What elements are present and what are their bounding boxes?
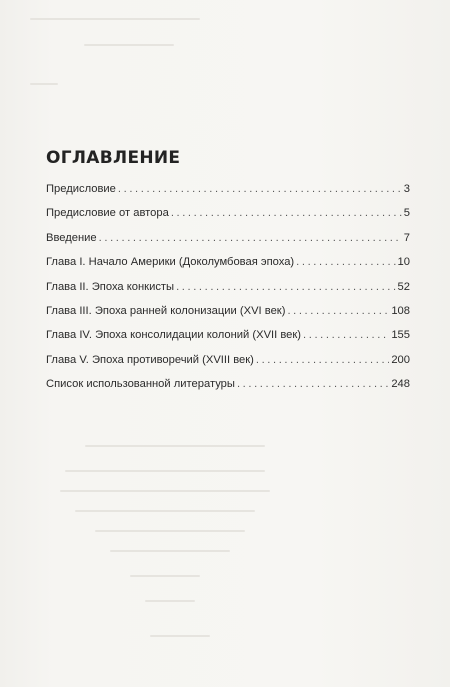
toc-entry-label: Введение [46, 231, 97, 244]
show-through-line [60, 490, 270, 492]
dot-leader [171, 207, 402, 219]
show-through-line [65, 470, 265, 472]
toc-entry-page-number: 108 [391, 304, 410, 317]
toc-entry [46, 378, 410, 402]
show-through-line [95, 530, 245, 532]
toc-entry [46, 281, 410, 305]
dot-leader [176, 281, 395, 293]
toc-entry-label: Глава I. Начало Америки (Доколумбовая эпоха) [46, 256, 295, 269]
dot-leader [237, 378, 389, 390]
toc-entry [46, 354, 410, 378]
toc-entry-page-number: 7 [403, 231, 410, 244]
toc-entry [46, 329, 410, 353]
toc-title: ОГЛАВЛЕНИЕ [46, 148, 181, 168]
toc-list [46, 183, 410, 403]
dot-leader [99, 232, 402, 244]
toc-entry-page-number: 155 [391, 329, 410, 342]
show-through-line [85, 445, 265, 447]
toc-entry [46, 232, 410, 256]
dot-leader [303, 329, 389, 341]
dot-leader [256, 354, 389, 366]
show-through-line [84, 44, 174, 46]
toc-entry [46, 256, 410, 280]
toc-entry-label: Глава III. Эпоха ранней колонизации (XVI век) [46, 304, 286, 317]
toc-entry-page-number: 248 [391, 378, 410, 391]
show-through-line [150, 635, 210, 637]
show-through-line [30, 83, 58, 85]
toc-entry-label: Список использованной литературы [46, 378, 235, 391]
toc-entry-page-number: 10 [397, 256, 410, 269]
show-through-line [145, 600, 195, 602]
show-through-line [110, 550, 230, 552]
toc-entry [46, 207, 410, 231]
dot-leader [296, 256, 395, 268]
toc-entry [46, 305, 410, 329]
dot-leader [287, 305, 389, 317]
dot-leader [118, 183, 402, 195]
toc-entry-page-number: 3 [403, 183, 410, 195]
toc-entry-label: Глава V. Эпоха противоречий (XVIII век) [46, 353, 254, 366]
toc-entry-page-number: 200 [391, 353, 410, 366]
show-through-line [130, 575, 200, 577]
show-through-line [75, 510, 255, 512]
toc-entry-page-number: 5 [403, 207, 410, 220]
toc-entry-label: Глава IV. Эпоха консолидации колоний (XVII век) [46, 329, 302, 342]
toc-entry-label: Глава II. Эпоха конкисты [46, 280, 175, 293]
toc-entry-label: Предисловие [46, 183, 116, 195]
show-through-line [30, 18, 200, 20]
toc-entry-label: Предисловие от автора [46, 207, 169, 220]
toc-entry [46, 183, 410, 207]
toc-entry-page-number: 52 [397, 280, 410, 293]
